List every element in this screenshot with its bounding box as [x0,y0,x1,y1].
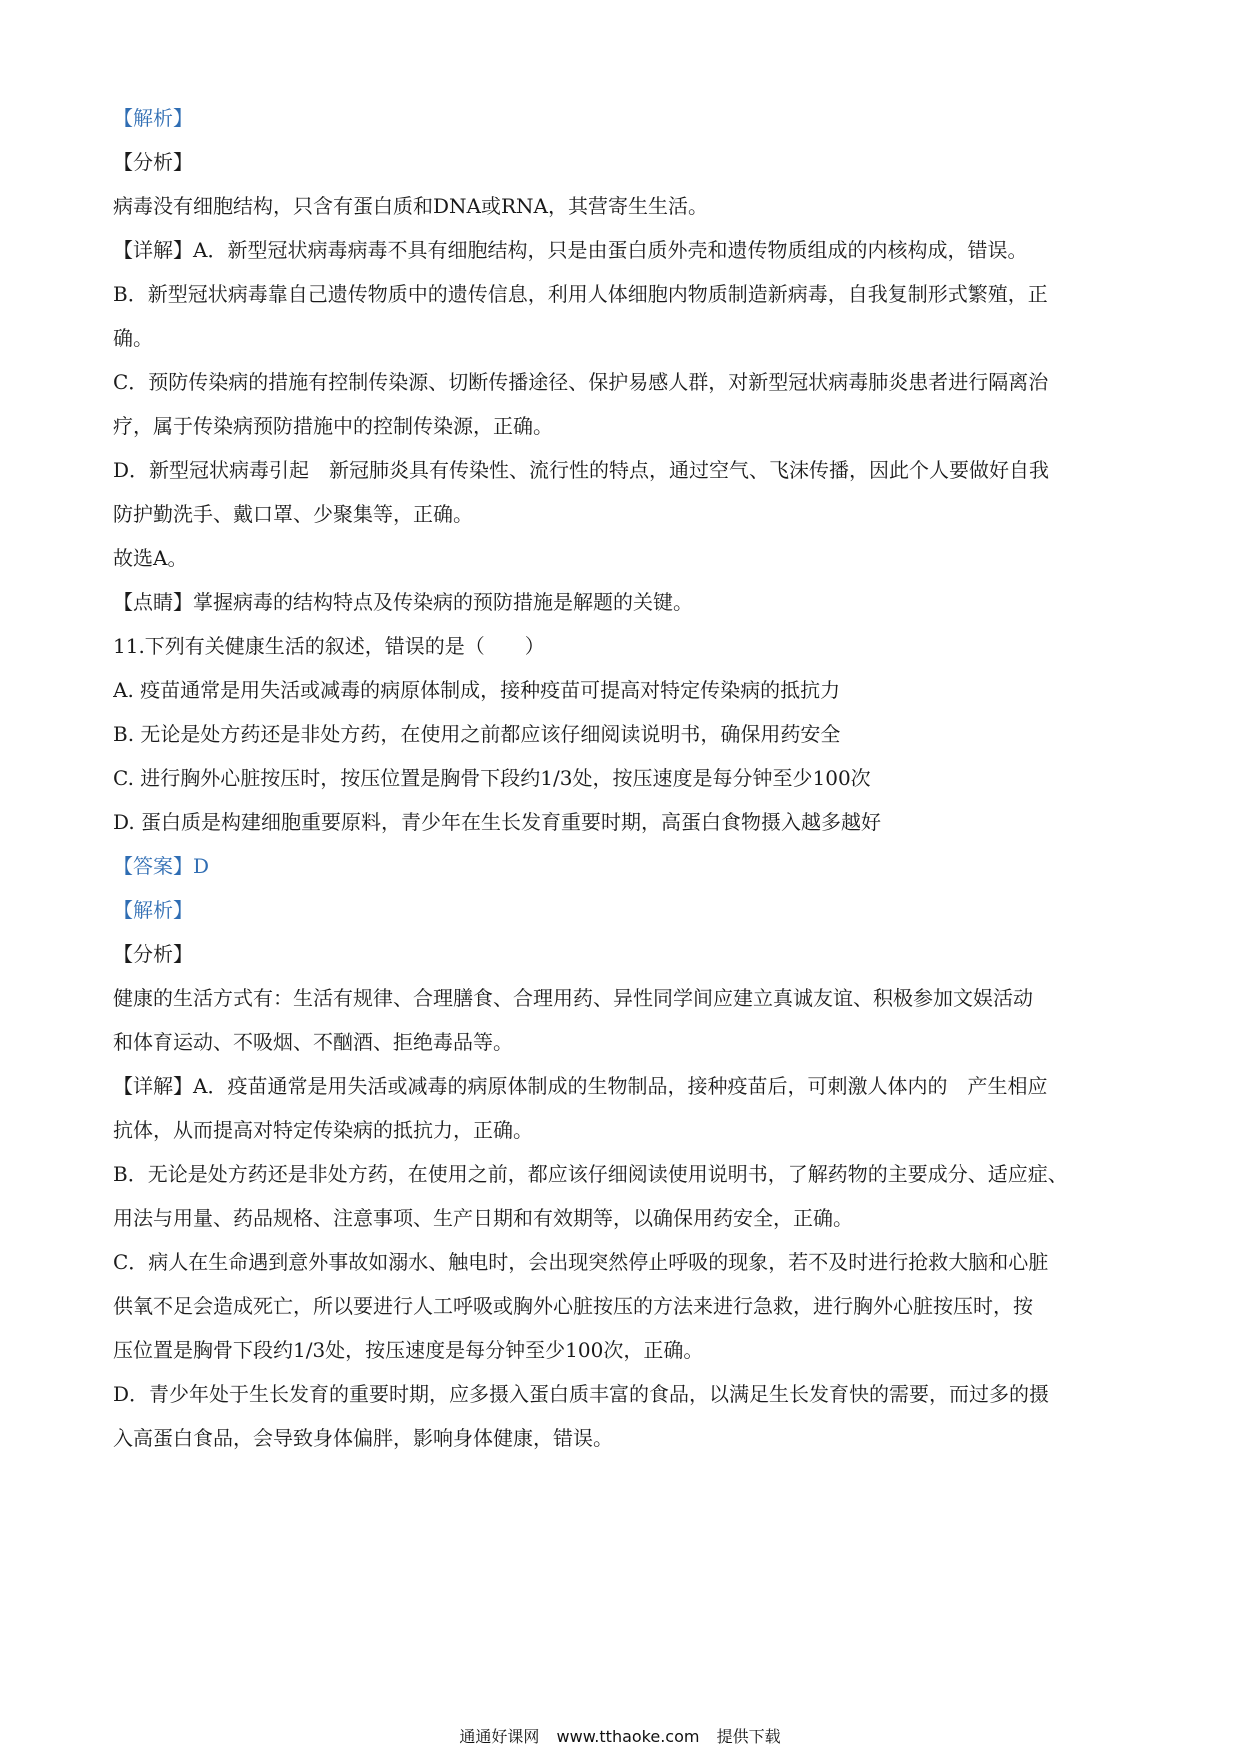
answer-label: 【答案】D [113,854,210,878]
footer-site-name: 通通好课网 [459,1727,540,1746]
detail-a-2: 【详解】A．疫苗通常是用失活或减毒的病原体制成的生物制品，接种疫苗后，可刺激人体内的 产生相应 [113,1074,1048,1098]
detail-a-2-cont: 抗体，从而提高对特定传染病的抵抗力，正确。 [113,1118,533,1142]
detail-c-2-cont-1: 供氧不足会造成死亡，所以要进行人工呼吸或胸外心脏按压的方法来进行急救，进行胸外心脏按压时，按 [113,1294,1033,1318]
detail-d-1: D．新型冠状病毒引起 新冠肺炎具有传染性、流行性的特点，通过空气、飞沫传播，因此个人要做好自我 [113,458,1050,482]
detail-b-1: B．新型冠状病毒靠自己遗传物质中的遗传信息，利用人体细胞内物质制造新病毒，自我复制形式繁殖，正 [113,282,1048,306]
choice-conclusion: 故选A。 [113,546,188,570]
detail-c-1-cont: 疗，属于传染病预防措施中的控制传染源，正确。 [113,414,553,438]
detail-b-1-cont: 确。 [113,326,153,350]
question-11: 11.下列有关健康生活的叙述，错误的是（ ） [113,634,545,658]
detail-b-2-cont: 用法与用量、药品规格、注意事项、生产日期和有效期等，以确保用药安全，正确。 [113,1206,853,1230]
detail-c-2: C．病人在生命遇到意外事故如溺水、触电时，会出现突然停止呼吸的现象，若不及时进行抢救大脑和心脏 [113,1250,1049,1274]
detail-d-1-cont: 防护勤洗手、戴口罩、少聚集等，正确。 [113,502,473,526]
section-label-fenxi-2: 【分析】 [113,942,193,966]
detail-b-2: B．无论是处方药还是非处方药，在使用之前，都应该仔细阅读使用说明书，了解药物的主要成分、适应症、 [113,1162,1068,1186]
detail-c-1: C．预防传染病的措施有控制传染源、切断传播途径、保护易感人群，对新型冠状病毒肺炎患者进行隔离治 [113,370,1049,394]
footer-action: 提供下载 [716,1727,781,1746]
option-c: C. 进行胸外心脏按压时，按压位置是胸骨下段约1/3处，按压速度是每分钟至少100次 [113,766,871,790]
analysis-text-1: 病毒没有细胞结构，只含有蛋白质和DNA或RNA，其营寄生生活。 [113,194,708,218]
option-d: D. 蛋白质是构建细胞重要原料，青少年在生长发育重要时期，高蛋白食物摄入越多越好 [113,810,882,834]
section-label-analysis-2: 【解析】 [113,898,193,922]
section-label-analysis-1: 【解析】 [113,106,193,130]
analysis-text-2-cont: 和体育运动、不吸烟、不酗酒、拒绝毒品等。 [113,1030,513,1054]
option-a: A. 疫苗通常是用失活或减毒的病原体制成，接种疫苗可提高对特定传染病的抵抗力 [113,678,841,702]
detail-c-2-cont-2: 压位置是胸骨下段约1/3处，按压速度是每分钟至少100次，正确。 [113,1338,704,1362]
key-point: 【点睛】掌握病毒的结构特点及传染病的预防措施是解题的关键。 [113,590,693,614]
analysis-text-2: 健康的生活方式有：生活有规律、合理膳食、合理用药、异性同学间应建立真诚友谊、积极参加文娱活动 [113,986,1033,1010]
detail-d-2: D．青少年处于生长发育的重要时期，应多摄入蛋白质丰富的食品，以满足生长发育快的需要，而过多的摄 [113,1382,1050,1406]
footer-url[interactable]: www.tthaoke.com [556,1727,700,1746]
detail-a-1: 【详解】A．新型冠状病毒病毒不具有细胞结构，只是由蛋白质外壳和遗传物质组成的内核构成，错误。 [113,238,1028,262]
option-b: B. 无论是处方药还是非处方药，在使用之前都应该仔细阅读说明书，确保用药安全 [113,722,841,746]
section-label-fenxi-1: 【分析】 [113,150,193,174]
detail-d-2-cont: 入高蛋白食品，会导致身体偏胖，影响身体健康，错误。 [113,1426,613,1450]
page-footer [0,1724,1240,1747]
